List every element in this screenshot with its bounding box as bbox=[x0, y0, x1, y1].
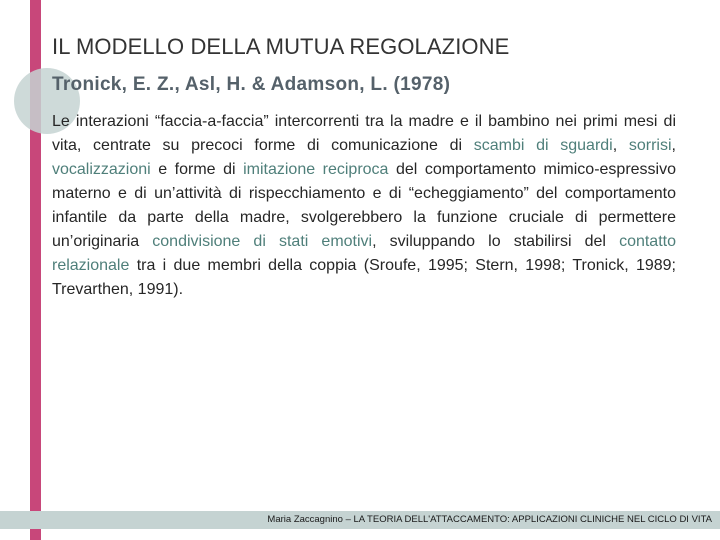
body-text-segment: tra i due membri della coppia (Sroufe, 1995; Stern, 1998; Tronick, 1989; Trevarthen, 1991). bbox=[52, 257, 676, 298]
highlight-term: imitazione reciproca bbox=[243, 161, 389, 178]
slide-title: IL MODELLO DELLA MUTUA REGOLAZIONE bbox=[52, 34, 510, 59]
body-paragraph bbox=[52, 110, 676, 302]
highlight-term: sorrisi bbox=[628, 137, 672, 154]
body-text-segment: , bbox=[671, 137, 676, 154]
body-text-segment: Le interazioni “faccia-a-faccia” intercorrenti tra la madre e il bambino nei primi mesi di vita, centrate su precoci forme di comunicazione di bbox=[52, 113, 676, 154]
highlight-term: scambi di sguardi bbox=[473, 137, 613, 154]
body-text-segment: del comportamento mimico-espressivo materno e di un’attività di rispecchiamento e di “echeggiamento” del comportamento infantile da parte della madre, svolgerebbero la funzione cruciale di permettere un’originaria bbox=[52, 161, 677, 250]
highlight-term: contatto relazionale bbox=[52, 233, 676, 274]
footer-text: Maria Zaccagnino – LA TEORIA DELL'ATTACCAMENTO: APPLICAZIONI CLINICHE NEL CICLO DI VITA bbox=[267, 514, 712, 525]
body-text-segment: , sviluppando lo stabilirsi del bbox=[372, 233, 620, 250]
highlight-term: condivisione di stati emotivi bbox=[152, 233, 373, 250]
body-text-segment: e forme di bbox=[150, 161, 244, 178]
body-text-segment: , bbox=[612, 137, 629, 154]
highlight-term: vocalizzazioni bbox=[52, 161, 151, 178]
slide-subtitle: Tronick, E. Z., Asl, H. & Adamson, L. (1978) bbox=[52, 74, 451, 95]
